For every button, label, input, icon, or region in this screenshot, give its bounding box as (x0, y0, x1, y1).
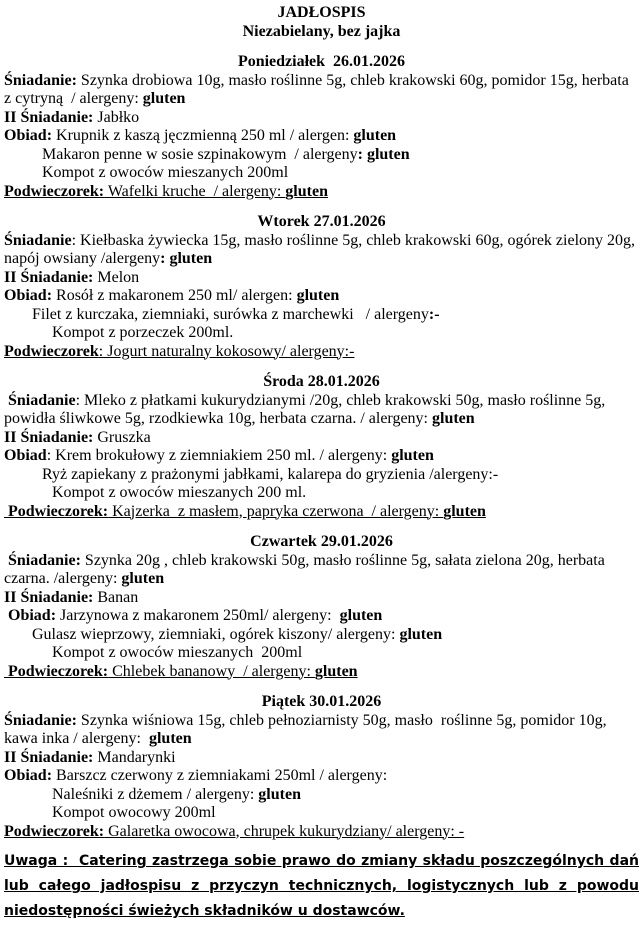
meal-line-breakfast (4, 232, 639, 269)
meal-text: Galaretka owocowa, chrupek kukurydziany/ alergeny: - (104, 822, 465, 840)
day-section-thursday (4, 533, 639, 681)
day-header (4, 373, 639, 392)
meal-line-lunch-dish (4, 786, 639, 805)
meal-label: Śniadanie (4, 231, 72, 249)
allergen-value: gluten (399, 625, 443, 643)
meal-text: Wafelki kruche / alergeny: (104, 182, 286, 200)
meal-label: Obiad: (4, 607, 57, 624)
dish-text: Naleśniki z dżemem / alergeny: (52, 785, 259, 803)
allergen-value: gluten (391, 447, 434, 464)
meal-line-lunch-dish (4, 306, 639, 325)
allergen-value: gluten (314, 662, 358, 680)
dish-text: Ryż zapiekany z prażonymi jabłkami, kalarepa do gryzienia /alergeny:- (42, 465, 499, 483)
day-section-friday (4, 693, 639, 841)
meal-line-compote (4, 164, 639, 183)
allergen-value: gluten (296, 287, 340, 304)
meal-line-second-breakfast (4, 109, 639, 128)
meal-line-lunch (4, 767, 639, 786)
menu-title (4, 4, 639, 23)
meal-line-snack (4, 663, 639, 682)
meal-text: : Jogurt naturalny kokosowy/ alergeny:- (98, 342, 355, 360)
allergen-value: gluten (443, 502, 486, 520)
meal-line-breakfast (4, 392, 639, 429)
meal-line-lunch (4, 127, 639, 146)
meal-line-compote (4, 644, 639, 663)
meal-text: Barszcz czerwony z ziemniakami 250ml / alergeny: (52, 767, 388, 784)
meal-line-second-breakfast (4, 589, 639, 608)
day-section-monday (4, 53, 639, 201)
day-header (4, 693, 639, 712)
menu-subtitle-text: Niezabielany, bez jajka (242, 22, 401, 40)
meal-label: Podwieczorek: (4, 822, 105, 840)
meal-label: Śniadanie: (4, 711, 77, 729)
meal-label: Śniadanie: (4, 551, 81, 569)
meal-line-snack (4, 183, 639, 202)
meal-text: Mandarynki (93, 748, 176, 766)
meal-line-lunch (4, 607, 639, 626)
footer-note (4, 849, 639, 924)
meal-label: Obiad: (4, 767, 53, 784)
allergen-value: gluten (142, 90, 186, 107)
allergen-value: gluten (339, 607, 383, 624)
meal-line-second-breakfast (4, 429, 639, 448)
meal-line-lunch-dish (4, 466, 639, 485)
allergen-value: :- (428, 305, 440, 323)
menu-title-text: JADŁOSPIS (277, 4, 366, 21)
allergen-value: gluten (258, 785, 301, 803)
meal-text: Melon (93, 268, 140, 286)
meal-text: Szynka 20g , chleb krakowski 50g, masło roślinne 5g, sałata zielona 20g, herbata czarna. /alergeny: (4, 551, 609, 587)
meal-text: : Mleko z płatkami kukurydzianymi /20g, chleb krakowski 50g, masło roślinne 5g, powidła śliwkowe 5g, rzodkiewka 10g, herbata czarna. / alergeny: (4, 391, 610, 427)
meal-label: II Śniadanie: (4, 588, 94, 606)
meal-text: : Krem brokułowy z ziemniakiem 250 ml. / alergeny: (46, 447, 392, 464)
day-header-text: Środa 28.01.2026 (263, 373, 380, 390)
meal-line-compote (4, 324, 639, 343)
allergen-value: gluten (285, 182, 328, 200)
allergen-value: gluten (432, 410, 475, 427)
dish-text: Kompot z owoców mieszanych 200ml (52, 644, 303, 661)
meal-line-lunch (4, 287, 639, 306)
meal-line-lunch (4, 447, 639, 466)
meal-text: Jabłko (93, 108, 140, 126)
meal-label: Podwieczorek (4, 342, 99, 360)
day-section-tuesday (4, 213, 639, 361)
meal-line-lunch-dish (4, 626, 639, 645)
meal-text: Banan (93, 588, 139, 606)
day-header-text: Poniedziałek 26.01.2026 (237, 53, 406, 70)
meal-line-snack (4, 503, 639, 522)
meal-label: Obiad (4, 447, 47, 464)
meal-label: Podwieczorek: (4, 502, 109, 520)
meal-label: Obiad: (4, 127, 53, 144)
meal-text: Kajzerka z masłem, papryka czerwona / alergeny: (108, 502, 444, 520)
day-header (4, 533, 639, 552)
meal-line-breakfast (4, 552, 639, 589)
day-section-wednesday (4, 373, 639, 521)
allergen-value: gluten (121, 570, 165, 587)
dish-text: Kompot z porzeczek 200ml. (52, 324, 234, 341)
dish-text: Gulasz wieprzowy, ziemniaki, ogórek kiszony/ alergeny: (32, 625, 400, 643)
meal-line-compote (4, 804, 639, 823)
meal-text: Krupnik z kaszą jęczmienną 250 ml / alergen: (52, 127, 354, 144)
dish-text: Kompot owocowy 200ml (52, 804, 216, 821)
meal-text: Gruszka (93, 428, 151, 446)
dish-text: Kompot z owoców mieszanych 200ml (42, 164, 289, 181)
allergen-value: gluten (353, 127, 397, 144)
dish-text: Makaron penne w sosie szpinakowym / alergeny (42, 145, 358, 163)
meal-label: II Śniadanie: (4, 268, 94, 286)
meal-label: Śniadanie: (4, 71, 77, 89)
meal-text: Rosół z makaronem 250 ml/ alergen: (52, 287, 297, 304)
meal-line-lunch-dish (4, 146, 639, 165)
day-header (4, 53, 639, 72)
meal-text: Szynka wiśniowa 15g, chleb pełnoziarnisty 50g, masło roślinne 5g, pomidor 10g, kawa inka / alergeny: (4, 711, 611, 747)
allergen-value: gluten (148, 730, 192, 747)
meal-text: Szynka drobiowa 10g, masło roślinne 5g, chleb krakowski 60g, pomidor 15g, herbata z cytryną / alergeny: (4, 71, 633, 107)
meal-text: Chlebek bananowy / alergeny: (108, 662, 315, 680)
day-header-text: Czwartek 29.01.2026 (250, 533, 393, 550)
meal-text: Jarzynowa z makaronem 250ml/ alergeny: (56, 607, 340, 624)
meal-line-second-breakfast (4, 749, 639, 768)
meal-text: : Kiełbaska żywiecka 15g, masło roślinne 5g, chleb krakowski 60g, ogórek zielony 20g, napój owsiany /alergeny (4, 231, 640, 267)
meal-line-breakfast (4, 72, 639, 109)
meal-line-second-breakfast (4, 269, 639, 288)
meal-line-breakfast (4, 712, 639, 749)
meal-label: Podwieczorek: (4, 662, 109, 680)
dish-text: Filet z kurczaka, ziemniaki, surówka z marchewki / alergeny (32, 305, 429, 323)
meal-line-snack (4, 343, 639, 362)
day-header (4, 213, 639, 232)
day-header-text: Piątek 30.01.2026 (261, 693, 382, 710)
day-header-text: Wtorek 27.01.2026 (257, 213, 386, 230)
meal-label: II Śniadanie: (4, 428, 94, 446)
dish-text: Kompot z owoców mieszanych 200 ml. (52, 484, 307, 501)
allergen-value: : gluten (357, 145, 410, 163)
footer-note-text: Uwaga : Catering zastrzega sobie prawo do zmiany składu poszczególnych dań lub całego jadłospisu z przyczyn technicznych, logistycznych lub z powodu niedostępności świeżych składników u dostawców. (4, 853, 639, 919)
meal-line-compote (4, 484, 639, 503)
meal-label: Śniadanie (4, 391, 76, 409)
menu-subtitle (4, 23, 639, 42)
meal-label: II Śniadanie: (4, 748, 94, 766)
meal-label: Podwieczorek: (4, 182, 105, 200)
allergen-value: : gluten (160, 250, 213, 267)
meal-label: Obiad: (4, 287, 53, 304)
meal-label: II Śniadanie: (4, 108, 94, 126)
meal-line-snack (4, 823, 639, 842)
